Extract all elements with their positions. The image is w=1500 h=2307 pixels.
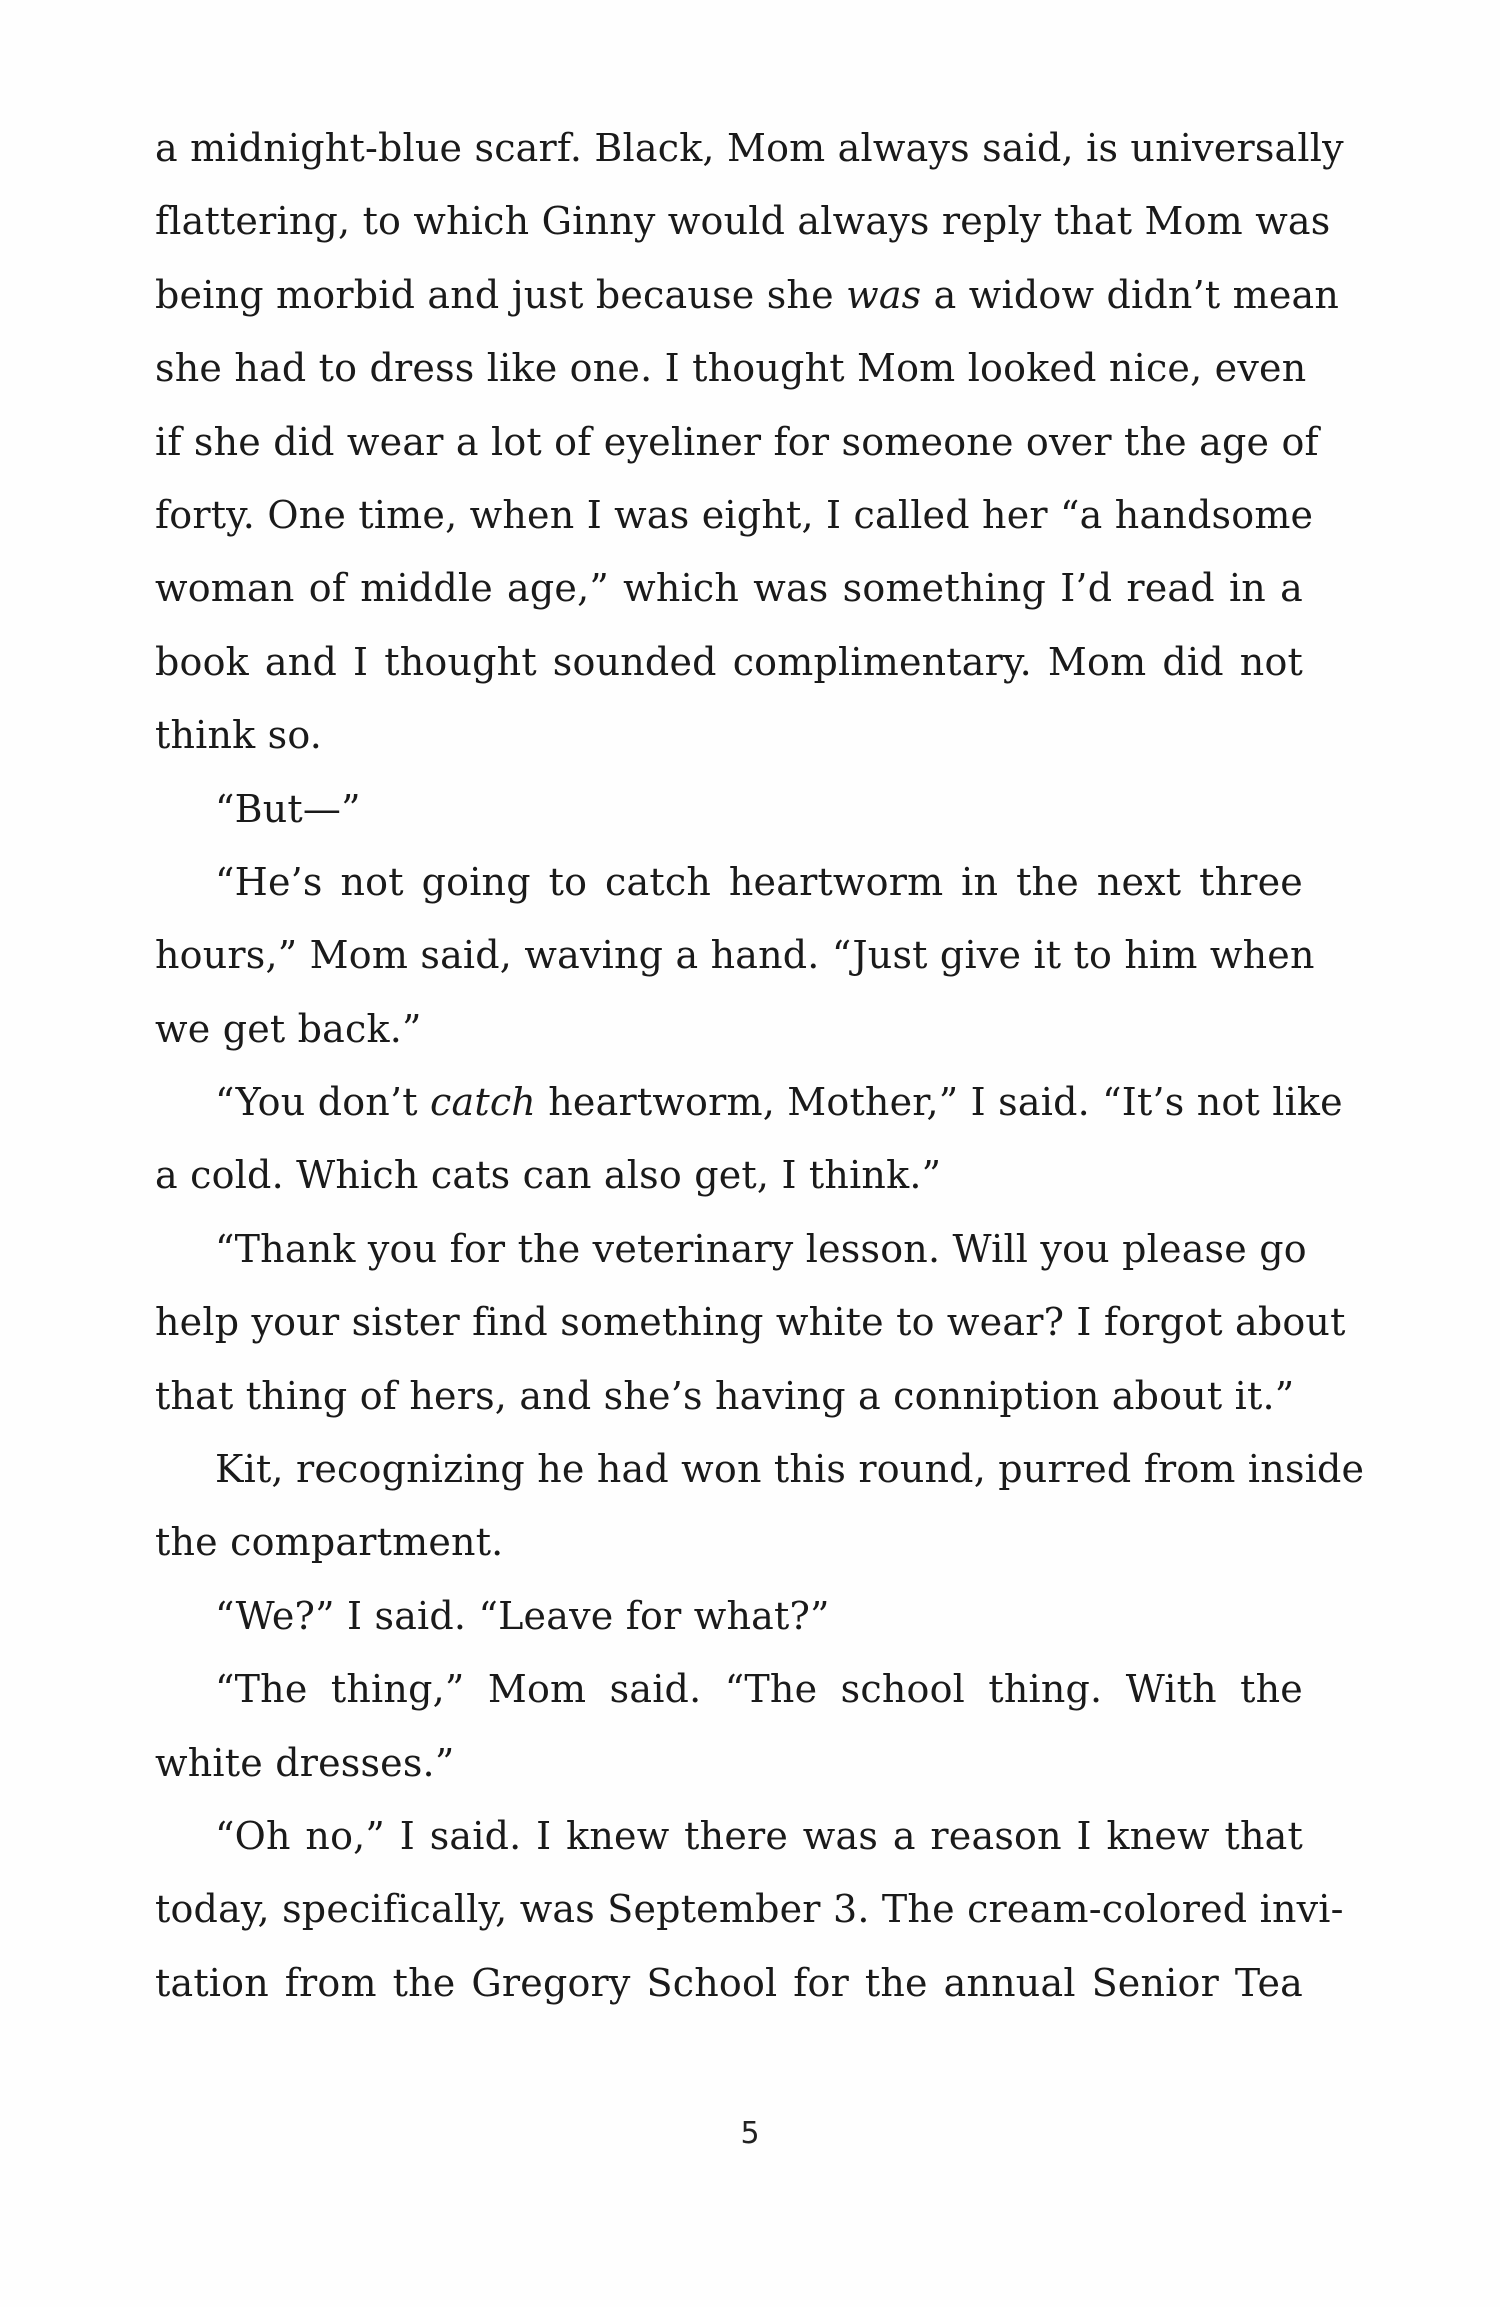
body-text	[155, 112, 1365, 2020]
text-line: Kit, recognizing he had won this round, purred from inside	[215, 1447, 1365, 1492]
text-line: a midnight-blue scarf. Black, Mom always said, is universally	[155, 126, 1344, 170]
page-number: 5	[740, 2116, 760, 2151]
text-line: forty. One time, when I was eight, I called her “a handsome	[155, 492, 1314, 537]
text-line: flattering, to which Ginny would always reply that Mom was	[155, 199, 1331, 244]
text-line: white dresses.”	[155, 1740, 455, 1785]
text-line: that thing of hers, and she’s having a conniption about it.”	[155, 1373, 1295, 1418]
text-line: book and I thought sounded complimentary. Mom did not	[155, 639, 1303, 684]
text-line: she had to dress like one. I thought Mom looked nice, even	[155, 346, 1307, 391]
text-line: “Oh no,” I said. I knew there was a reason I knew that	[215, 1813, 1303, 1858]
text-line: a cold. Which cats can also get, I think.”	[155, 1153, 942, 1198]
text-line: “We?” I said. “Leave for what?”	[215, 1593, 830, 1638]
text-line: tation from the Gregory School for the annual Senior Tea	[155, 1960, 1303, 2005]
text-line: “He’s not going to catch heartworm in the next three	[215, 859, 1303, 904]
text-line: being morbid and just because she was a widow didn’t mean	[155, 272, 1340, 317]
text-line: “The thing,” Mom said. “The school thing. With the	[215, 1667, 1303, 1712]
text-line: we get back.”	[155, 1006, 422, 1051]
text-line: hours,” Mom said, waving a hand. “Just give it to him when	[155, 933, 1315, 978]
text-line: “But—”	[215, 786, 361, 831]
text-line: today, specifically, was September 3. The cream-colored invi-	[155, 1887, 1344, 1932]
text-line: woman of middle age,” which was something I’d read in a	[155, 566, 1303, 611]
text-line: “Thank you for the veterinary lesson. Will you please go	[215, 1226, 1307, 1271]
text-line: “You don’t catch heartworm, Mother,” I said. “It’s not like	[215, 1080, 1343, 1125]
text-line: if she did wear a lot of eyeliner for someone over the age of	[155, 419, 1319, 464]
text-line: think so.	[155, 713, 323, 758]
text-line: the compartment.	[155, 1520, 504, 1565]
text-line: help your sister find something white to wear? I forgot about	[155, 1300, 1346, 1345]
